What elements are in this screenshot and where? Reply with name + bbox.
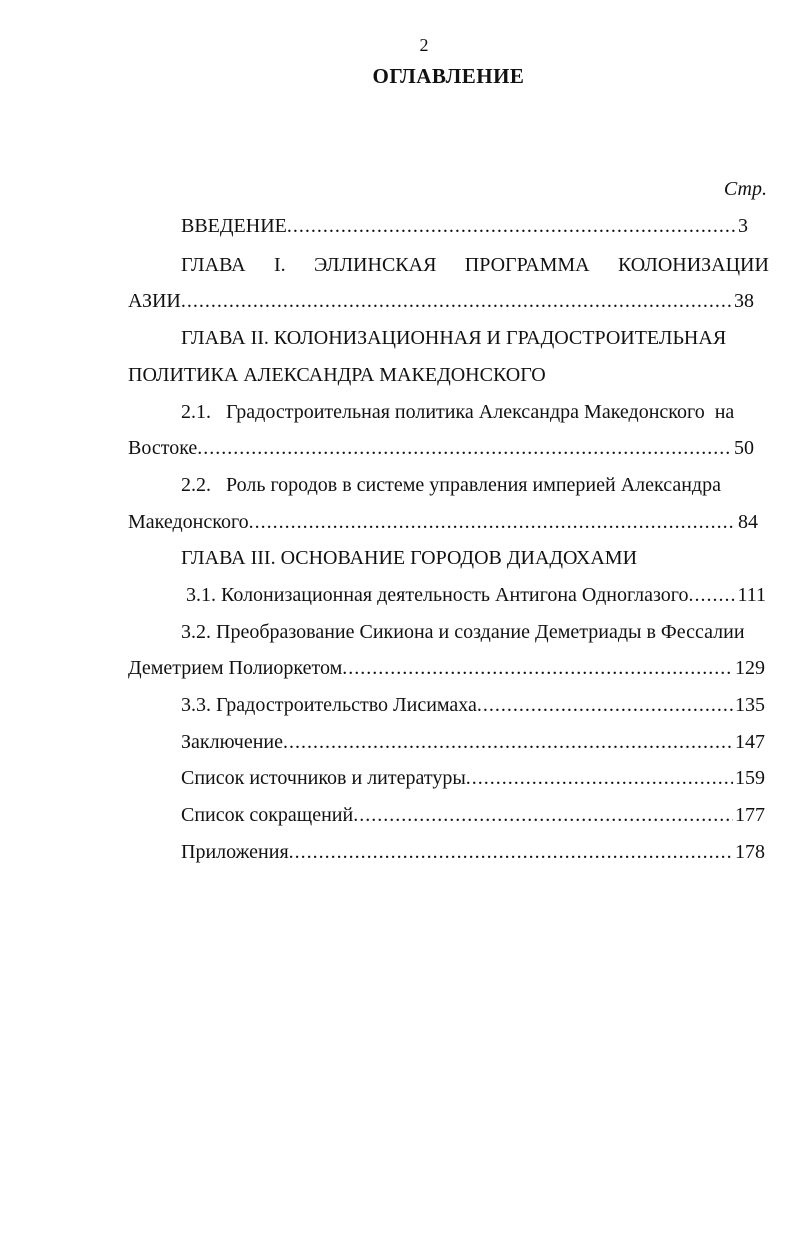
- toc-entry-page: 3: [738, 215, 748, 237]
- dot-leader: [466, 765, 733, 791]
- toc-entry-page: 147: [735, 731, 765, 753]
- toc-entry-page: 38: [734, 290, 754, 312]
- toc-word: КОЛОНИЗАЦИИ: [617, 254, 769, 276]
- toc-entry-abbreviations: [181, 802, 765, 828]
- toc-entry-s2-2-line2: [128, 509, 758, 535]
- toc-entry-title: 3.1. Колонизационная деятельность Антигона Одноглазого: [186, 584, 689, 606]
- toc-entry-page: 84: [738, 511, 758, 533]
- dot-leader: [477, 692, 733, 718]
- toc-entry-s2-1-line2: [128, 435, 754, 461]
- dot-leader: [289, 839, 733, 865]
- toc-entry-page: 129: [735, 657, 765, 679]
- toc-entry-s3-2-line2: [128, 655, 765, 681]
- toc-entry-title: Список источников и литературы: [181, 767, 466, 789]
- toc-entry-title: Список сокращений: [181, 804, 354, 826]
- toc-word: ЭЛЛИНСКАЯ: [313, 254, 437, 276]
- dot-leader: [689, 582, 736, 608]
- toc-entry-ch3: ГЛАВА III. ОСНОВАНИЕ ГОРОДОВ ДИАДОХАМИ: [181, 547, 638, 569]
- dot-leader: [353, 802, 733, 828]
- dot-leader: [197, 435, 732, 461]
- toc-entry-page: 159: [735, 767, 765, 789]
- toc-entry-s3-2-line1: 3.2. Преобразование Сикиона и создание Деметриады в Фессалии: [181, 621, 745, 643]
- toc-entry-s3-3: [181, 692, 765, 718]
- toc-entry-page: 50: [734, 437, 754, 459]
- toc-entry-ch1-line2: [128, 288, 754, 314]
- toc-title: ОГЛАВЛЕНИЕ: [372, 64, 525, 88]
- toc-entry-title: Заключение: [181, 731, 283, 753]
- toc-entry-s2-1-line1: 2.1. Градостроительная политика Александра Македонского на: [181, 401, 735, 423]
- dot-leader: [287, 213, 736, 239]
- toc-entry-appendix: [181, 839, 765, 865]
- dot-leader: [283, 729, 733, 755]
- toc-entry-ch1-line1: [181, 252, 769, 278]
- toc-entry-page: 178: [735, 841, 765, 863]
- dot-leader: [342, 655, 733, 681]
- toc-entry-ch2-line1: ГЛАВА II. КОЛОНИЗАЦИОННАЯ И ГРАДОСТРОИТЕЛЬНАЯ: [181, 327, 727, 349]
- toc-entry-title: ВВЕДЕНИЕ: [181, 215, 287, 237]
- toc-entry-s3-1: [186, 582, 766, 608]
- toc-entry-sources: [181, 765, 765, 791]
- toc-entry-title: Востоке: [128, 437, 198, 459]
- toc-entry-page: 135: [735, 694, 765, 716]
- toc-entry-title: Деметрием Полиоркетом: [128, 657, 343, 679]
- dot-leader: [249, 509, 736, 535]
- toc-entry-s2-2-line1: 2.2. Роль городов в системе управления империей Александра: [181, 474, 721, 496]
- page-number: 2: [419, 35, 429, 55]
- toc-entry-ch2-line2: ПОЛИТИКА АЛЕКСАНДРА МАКЕДОНСКОГО: [128, 364, 546, 386]
- toc-entry-conclusion: [181, 729, 765, 755]
- toc-entry-title: АЗИИ: [128, 290, 181, 312]
- page-column-label: Стр.: [723, 178, 767, 200]
- toc-word: I.: [273, 254, 286, 276]
- toc-entry-title: 3.3. Градостроительство Лисимаха: [181, 694, 477, 716]
- toc-entry-title: Македонского: [128, 511, 249, 533]
- toc-entry-page: 177: [735, 804, 765, 826]
- dot-leader: [181, 288, 732, 314]
- toc-entry-page: 111: [737, 584, 766, 606]
- toc-word: ПРОГРАММА: [464, 254, 590, 276]
- toc-entry-title: Приложения: [181, 841, 289, 863]
- toc-word: ГЛАВА: [181, 254, 246, 276]
- toc-entry-intro: [181, 213, 748, 239]
